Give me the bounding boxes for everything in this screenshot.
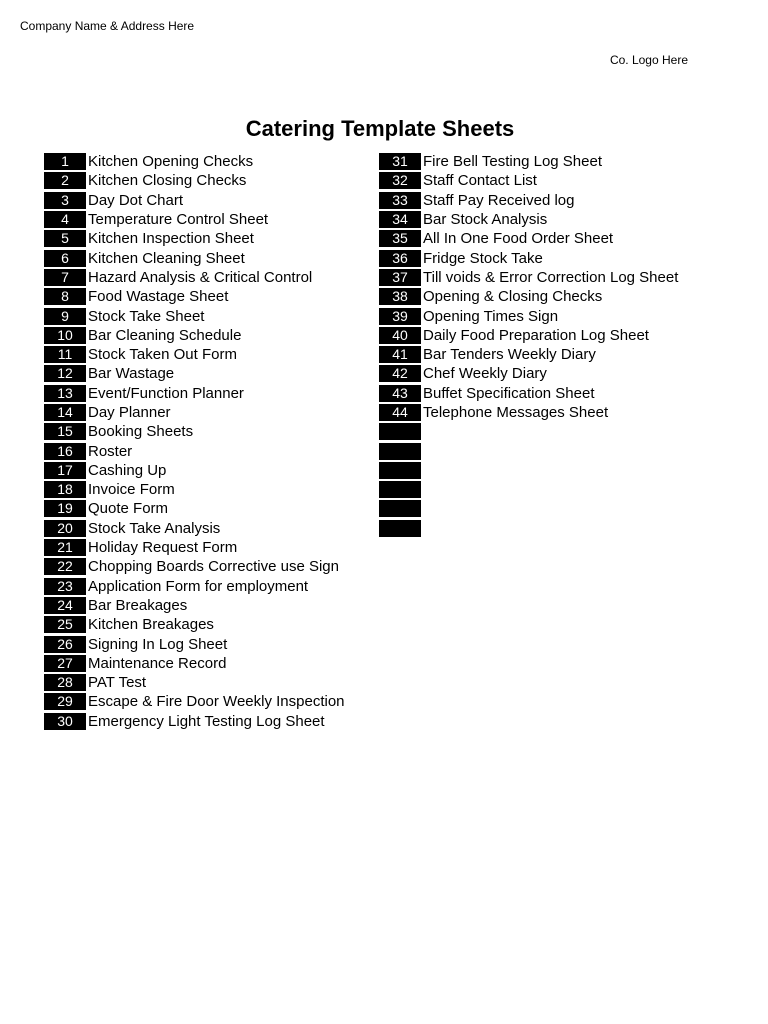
item-number-badge: 36 [379,250,421,267]
template-list-item [44,229,345,248]
template-list-item [44,152,345,171]
item-number-badge: 28 [44,674,86,691]
item-number-badge: 19 [44,500,86,517]
item-label: Fridge Stock Take [423,249,543,267]
item-number-badge: 11 [44,346,86,363]
template-list-item [379,384,678,403]
item-number-badge: 13 [44,385,86,402]
template-list-item [44,306,345,325]
template-list-item [379,152,678,171]
template-list-item [379,422,678,441]
item-number-badge: 9 [44,308,86,325]
template-list-item [44,345,345,364]
item-number-badge: 29 [44,693,86,710]
item-label: Stock Take Sheet [88,307,205,325]
item-number-badge: 25 [44,616,86,633]
item-number-badge: 24 [44,597,86,614]
template-list-item [44,403,345,422]
item-number-badge: 44 [379,404,421,421]
item-number-badge: 4 [44,211,86,228]
item-label: Bar Breakages [88,596,188,614]
item-label: Day Dot Chart [88,191,184,209]
template-list-item [44,499,345,518]
item-label: Bar Tenders Weekly Diary [423,346,596,364]
item-label: Event/Function Planner [88,384,244,402]
item-number-badge: 6 [44,250,86,267]
item-number-badge [379,500,421,517]
item-label: Kitchen Breakages [88,616,214,634]
item-number-badge: 7 [44,269,86,286]
page-title: Catering Template Sheets [245,116,515,141]
item-number-badge: 26 [44,636,86,653]
item-label: Buffet Specification Sheet [423,384,595,402]
template-list-item [379,519,678,538]
item-label: Signing In Log Sheet [88,635,228,653]
item-label: Telephone Messages Sheet [423,404,609,421]
template-list-item [44,441,345,460]
template-list-item [44,538,345,557]
template-list-item [44,171,345,190]
item-number-badge: 15 [44,423,86,440]
item-label: Bar Cleaning Schedule [88,326,242,344]
item-label: Quote Form [88,500,169,518]
item-number-badge [379,462,421,479]
template-list-item [44,191,345,210]
item-number-badge [379,443,421,460]
item-label: Chef Weekly Diary [423,365,547,383]
item-number-badge: 14 [44,404,86,421]
template-list-item [44,268,345,287]
template-list-item [379,403,678,422]
item-number-badge: 5 [44,230,86,247]
template-list-item [379,441,678,460]
item-label: Stock Taken Out Form [88,346,237,364]
item-number-badge: 12 [44,365,86,382]
template-list-item [44,557,345,576]
item-label: Maintenance Record [88,654,227,672]
template-list-item [44,384,345,403]
template-list-item [379,287,678,306]
item-number-badge: 38 [379,288,421,305]
template-list-item [379,248,678,267]
item-label: Fire Bell Testing Log Sheet [423,153,602,171]
item-number-badge: 30 [44,713,86,730]
item-number-badge: 27 [44,655,86,672]
template-list-item [379,191,678,210]
item-label: Application Form for employment [88,577,309,595]
template-list-item [44,364,345,383]
template-list-item [379,171,678,190]
item-label: Cashing Up [88,461,167,479]
company-logo-placeholder: Co. Logo Here [609,53,688,67]
item-label: Staff Pay Received log [423,191,575,209]
template-list-item [44,210,345,229]
item-number-badge: 42 [379,365,421,382]
item-label: Daily Food Preparation Log Sheet [423,326,649,344]
template-list-item [379,268,678,287]
item-number-badge: 10 [44,327,86,344]
template-list-right [379,152,678,538]
item-label: Escape & Fire Door Weekly Inspection [88,693,345,711]
item-number-badge [379,481,421,498]
item-number-badge: 21 [44,539,86,556]
item-label: Chopping Boards Corrective use Sign [88,558,339,576]
template-list-item [379,306,678,325]
item-number-badge [379,423,421,440]
item-number-badge: 34 [379,211,421,228]
item-number-badge: 35 [379,230,421,247]
item-label: Bar Wastage [88,365,175,383]
template-list-item [379,229,678,248]
template-list-left [44,152,345,731]
template-list-item [44,615,345,634]
template-list-item [379,326,678,345]
company-name-address: Company Name & Address Here [20,19,195,33]
template-list-item [44,577,345,596]
item-number-badge: 41 [379,346,421,363]
template-list-item [44,712,345,731]
template-list-item [44,287,345,306]
item-number-badge: 23 [44,578,86,595]
item-label: Hazard Analysis & Critical Control [88,268,313,286]
template-list-item [44,519,345,538]
item-label: Kitchen Inspection Sheet [88,230,254,248]
item-label: Stock Take Analysis [88,519,221,537]
item-number-badge: 33 [379,192,421,209]
template-list-item [44,422,345,441]
item-number-badge: 2 [44,172,86,189]
item-number-badge: 32 [379,172,421,189]
item-number-badge: 18 [44,481,86,498]
template-list-item [379,499,678,518]
item-number-badge: 3 [44,192,86,209]
item-number-badge: 17 [44,462,86,479]
template-list-item [379,345,678,364]
item-number-badge: 43 [379,385,421,402]
item-label: PAT Test [88,674,147,692]
item-number-badge [379,520,421,537]
item-label: Staff Contact List [423,172,537,190]
item-label: Kitchen Opening Checks [88,153,254,171]
template-list-item [379,364,678,383]
item-label: Bar Stock Analysis [423,211,548,229]
template-list-item [44,248,345,267]
item-label: Kitchen Cleaning Sheet [88,249,245,267]
item-number-badge: 8 [44,288,86,305]
item-number-badge: 31 [379,153,421,170]
template-list-item [44,480,345,499]
item-number-badge: 39 [379,308,421,325]
item-number-badge: 22 [44,558,86,575]
item-label: Booking Sheets [88,423,194,441]
item-label: Kitchen Closing Checks [88,172,247,190]
template-list-item [44,634,345,653]
item-label: Emergency Light Testing Log Sheet [88,712,325,730]
item-label: All In One Food Order Sheet [423,230,614,248]
item-number-badge: 37 [379,269,421,286]
item-label: Holiday Request Form [88,539,238,557]
template-list-item [379,461,678,480]
template-list-item [44,692,345,711]
item-number-badge: 16 [44,443,86,460]
template-list-item [44,326,345,345]
item-label: Day Planner [88,404,171,421]
template-list-item [44,654,345,673]
template-list-item [379,480,678,499]
template-list-item [44,461,345,480]
item-label: Invoice Form [88,481,175,499]
item-label: Roster [88,442,133,460]
item-label: Food Wastage Sheet [88,288,229,306]
item-label: Opening Times Sign [423,307,559,325]
template-list-item [44,596,345,615]
item-label: Opening & Closing Checks [423,288,603,306]
item-number-badge: 40 [379,327,421,344]
item-label: Till voids & Error Correction Log Sheet [423,268,679,286]
template-list-item [379,210,678,229]
item-label: Temperature Control Sheet [88,211,269,229]
template-list-item [44,673,345,692]
item-number-badge: 20 [44,520,86,537]
item-number-badge: 1 [44,153,86,170]
